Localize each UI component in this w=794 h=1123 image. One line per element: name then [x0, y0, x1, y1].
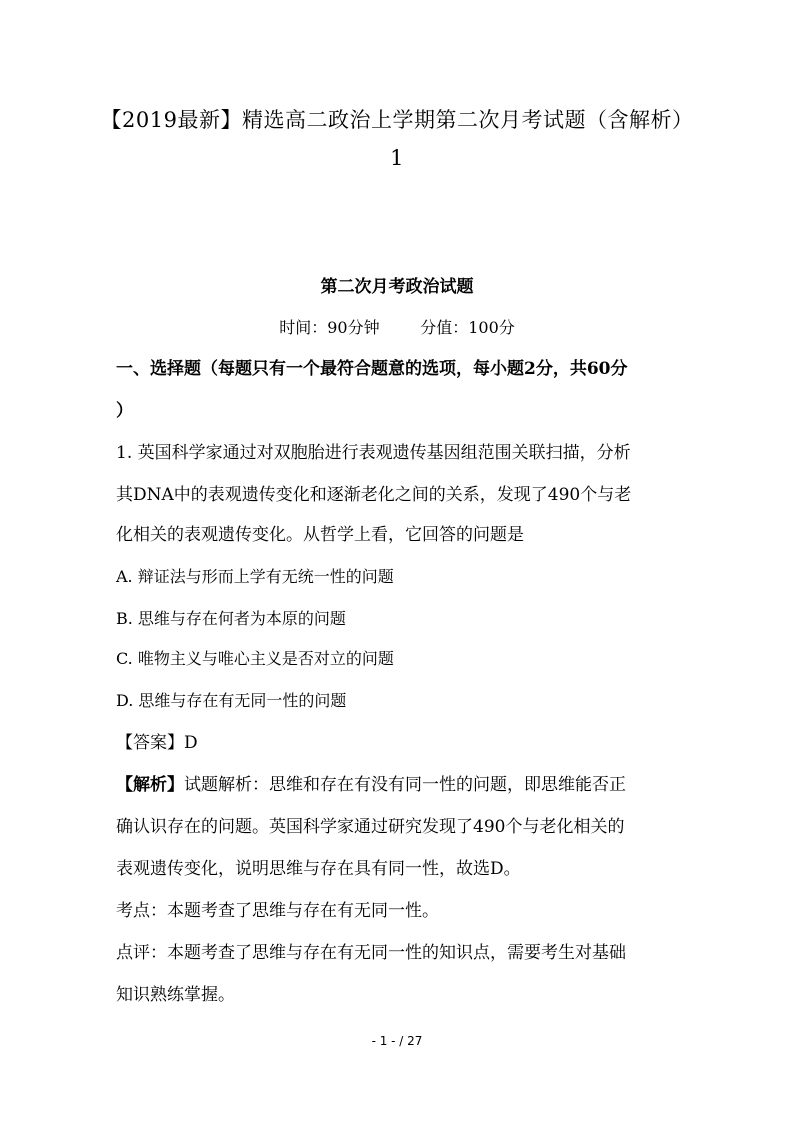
- question-text-line1: 1. 英国科学家通过对双胞胎进行表观遗传基因组范围关联扫描，分析: [116, 443, 631, 463]
- document-title-line1: 【2019最新】精选高二政治上学期第二次月考试题（含解析）: [100, 108, 694, 132]
- document-title-line2: 1: [390, 146, 404, 170]
- option-a: A. 辩证法与形而上学有无统一性的问题: [116, 567, 394, 586]
- dianping-line2: 知识熟练掌握。: [116, 985, 235, 1005]
- option-d: D. 思维与存在有无同一性的问题: [116, 691, 347, 710]
- page-number: - 1 - / 27: [371, 1034, 423, 1048]
- option-c: C. 唯物主义与唯心主义是否对立的问题: [116, 649, 394, 668]
- exam-title: 第二次月考政治试题: [320, 277, 474, 297]
- kaodian-line: 考点：本题考查了思维与存在有无同一性。: [116, 901, 439, 921]
- analysis-line1: [116, 772, 686, 798]
- option-b: B. 思维与存在何者为本原的问题: [116, 609, 346, 628]
- dianping-line1: 点评：本题考查了思维与存在有无同一性的知识点，需要考生对基础: [116, 943, 626, 963]
- exam-meta: 时间：90分钟 分值：100分: [279, 318, 515, 337]
- analysis-label: 【解析】: [116, 775, 184, 795]
- analysis-text-line1: 试题解析：思维和存在有没有同一性的问题，即思维能否正: [184, 775, 626, 795]
- analysis-line3: 表观遗传变化，说明思维与存在具有同一性，故选D。: [116, 859, 521, 879]
- analysis-line2: 确认识存在的问题。英国科学家通过研究发现了490个与老化相关的: [116, 817, 625, 837]
- section-heading-line1: 一、选择题（每题只有一个最符合题意的选项，每小题2分，共60分: [116, 359, 628, 379]
- question-text-line2: 其DNA中的表观遗传变化和逐渐老化之间的关系，发现了490个与老: [116, 485, 632, 505]
- question-text-line3: 化相关的表观遗传变化。从哲学上看，它回答的问题是: [116, 525, 524, 545]
- section-heading-line2: ）: [116, 401, 133, 421]
- answer-line: 【答案】D: [116, 733, 198, 753]
